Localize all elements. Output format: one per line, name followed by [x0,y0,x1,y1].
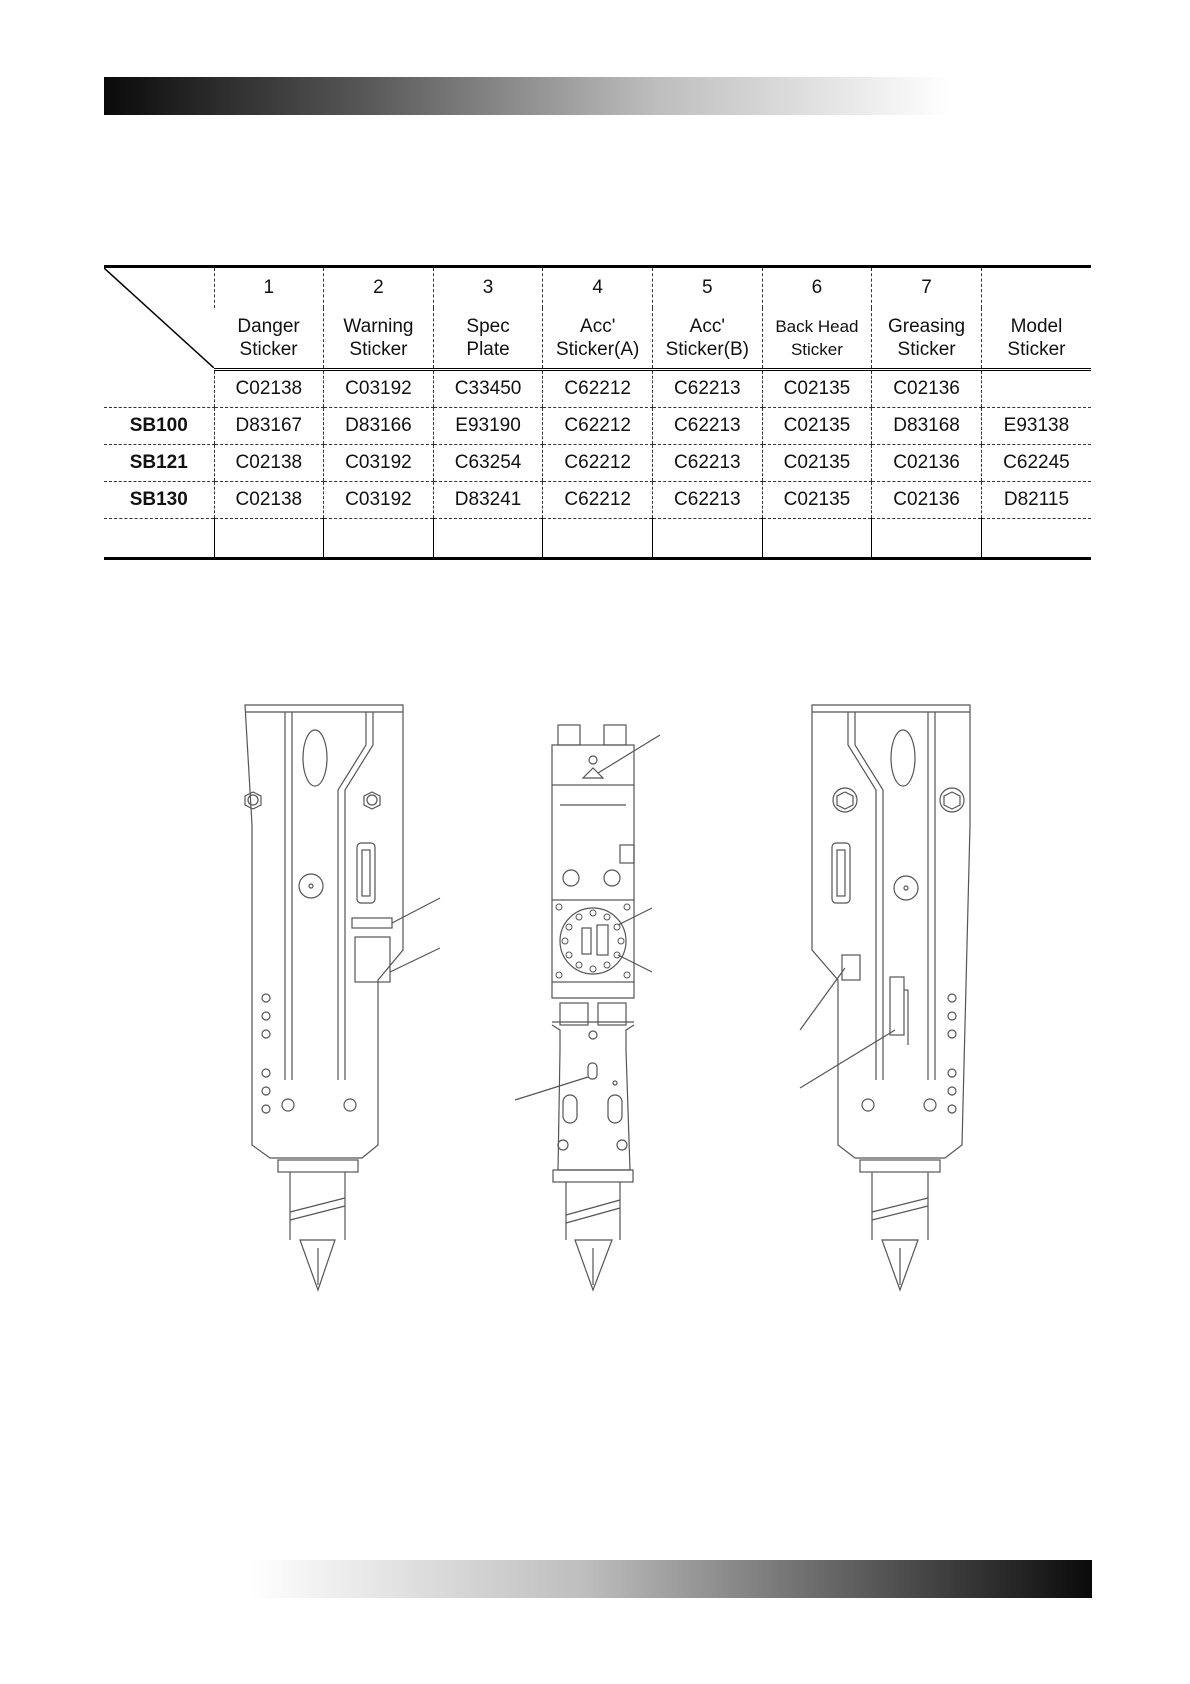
part-code: C03192 [324,445,434,482]
part-code: C62212 [543,445,653,482]
model-name: SB121 [104,445,214,482]
sticker-location-model [842,955,860,980]
part-code: C62212 [543,408,653,445]
sticker-location-acc-a [582,928,591,954]
part-code: C33450 [433,370,543,408]
model-name: SB130 [104,482,214,519]
part-code: C02136 [872,482,982,519]
part-code: C62213 [653,482,763,519]
part-code: C63254 [433,445,543,482]
part-code: C02135 [762,445,872,482]
name-line: Sticker [790,340,843,359]
left-side-view [245,705,440,1290]
sticker-location-greasing [588,1063,597,1079]
sticker-location-spec-plate [355,937,390,982]
footer-gradient-bar [250,1560,1092,1598]
part-code: C62213 [653,445,763,482]
part-code: C02135 [762,408,872,445]
name-line: Sticker [239,339,298,360]
sticker-number: 4 [543,267,653,309]
sticker-location-back-head [583,768,603,778]
part-code: D83241 [433,482,543,519]
sticker-number: 7 [872,267,982,309]
part-code: C02135 [762,370,872,408]
name-line: Warning [343,316,414,337]
part-code: C02138 [214,482,324,519]
part-code: C02136 [872,370,982,408]
name-line: Model [1010,316,1063,337]
name-line: Spec [466,316,510,337]
part-code: C02138 [214,370,324,408]
part-code: E93190 [433,408,543,445]
part-code: C62245 [981,445,1091,482]
sticker-location-acc-b [597,925,608,955]
part-code: E93138 [981,408,1091,445]
name-line: Sticker [1007,339,1066,360]
sticker-location-danger [890,977,904,1035]
name-line: Sticker(A) [555,339,640,360]
name-line: Acc' [580,316,616,337]
part-code: C62212 [543,370,653,408]
sticker-location-warning [352,918,392,928]
part-code: C62212 [543,482,653,519]
part-code: C02136 [872,445,982,482]
part-code: D83166 [324,408,434,445]
part-code: D83168 [872,408,982,445]
sticker-number: 6 [762,267,872,309]
sticker-number: 2 [324,267,434,309]
name-line: Back Head [775,317,859,336]
name-line: Plate [466,339,510,360]
name-line: Sticker(B) [665,339,750,360]
part-code: C03192 [324,370,434,408]
part-code: C02135 [762,482,872,519]
sticker-number: 1 [214,267,324,309]
center-front-view [515,725,660,1290]
model-name: SB100 [104,408,214,445]
name-line: Acc' [689,316,725,337]
sticker-number: 5 [653,267,763,309]
part-code: C62213 [653,408,763,445]
part-code: C03192 [324,482,434,519]
part-code: D82115 [981,482,1091,519]
name-line: Sticker [897,339,956,360]
right-side-view [800,705,970,1290]
part-code: D83167 [214,408,324,445]
sticker-number: 3 [433,267,543,309]
part-code: C02138 [214,445,324,482]
name-line: Danger [237,316,300,337]
name-line: Sticker [349,339,408,360]
name-line: Greasing [888,316,966,337]
part-code: C62213 [653,370,763,408]
